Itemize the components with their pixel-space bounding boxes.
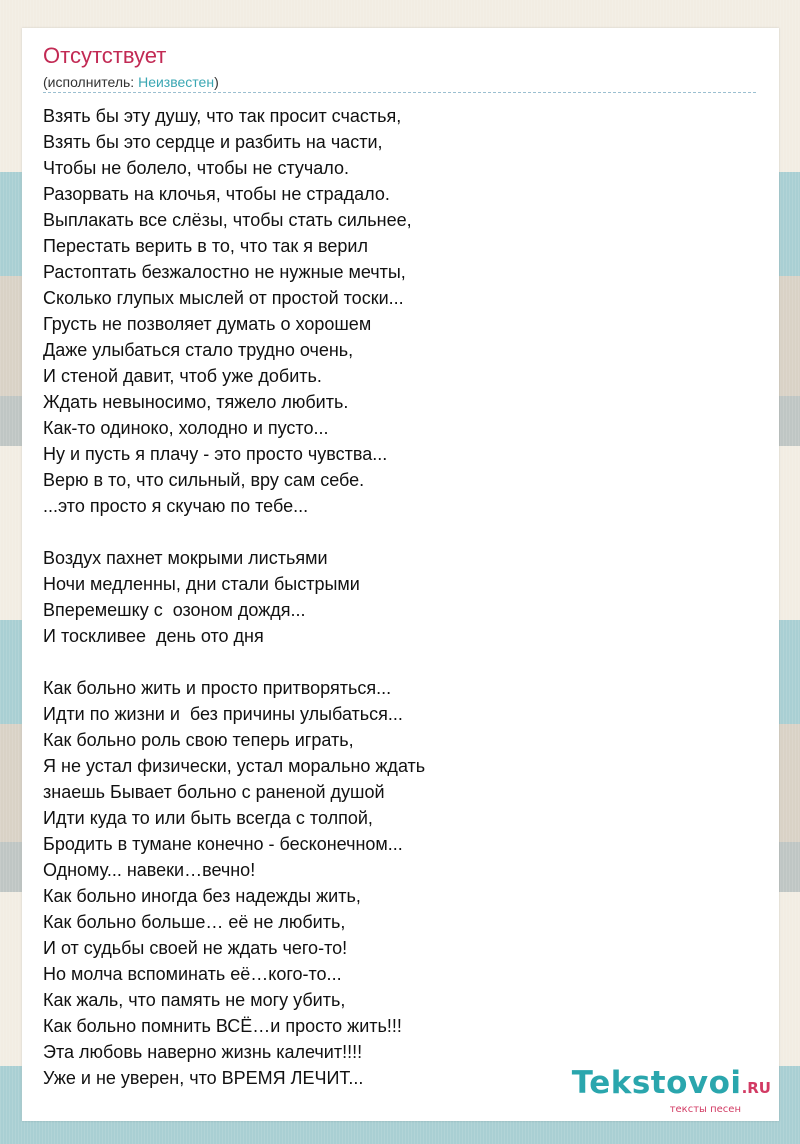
lyric-line: Уже и не уверен, что ВРЕМЯ ЛЕЧИТ... [43, 1068, 364, 1088]
lyric-line: знаешь Бывает больно с раненой душой [43, 782, 385, 802]
logo-name: Tekstovoi [571, 1065, 742, 1101]
lyric-line: Ночи медленны, дни стали быстрыми [43, 574, 360, 594]
lyric-line: Взять бы это сердце и разбить на части, [43, 132, 383, 152]
lyric-line: Идти по жизни и без причины улыбаться... [43, 704, 403, 724]
lyrics-page [22, 28, 779, 1121]
lyric-line: Грусть не позволяет думать о хорошем [43, 314, 372, 334]
lyric-line: Воздух пахнет мокрыми листьями [43, 548, 328, 568]
artist-link[interactable]: Неизвестен [138, 74, 215, 90]
lyric-line: Даже улыбаться стало трудно очень, [43, 340, 354, 360]
lyric-line: И тоскливее день ото дня [43, 626, 264, 646]
stanza-break [43, 649, 743, 675]
artist-line [43, 73, 219, 91]
lyric-line: Ну и пусть я плачу - это просто чувства... [43, 444, 388, 464]
lyric-line: Эта любовь наверно жизнь калечит!!!! [43, 1042, 363, 1062]
lyric-line: И от судьбы своей не ждать чего-то! [43, 938, 348, 958]
lyric-line: Как больно помнить ВСЁ…и просто жить!!! [43, 1016, 402, 1036]
lyric-line: Как больно иногда без надежды жить, [43, 886, 361, 906]
logo-tld: .RU [741, 1079, 771, 1097]
logo-tagline: тексты песен [669, 1104, 741, 1115]
song-title: Отсутствует [43, 43, 167, 68]
lyric-line: Верю в то, что сильный, вру сам себе. [43, 470, 365, 490]
lyric-line: Бродить в тумане конечно - бесконечном... [43, 834, 403, 854]
lyric-line: Я не устал физически, устал морально ждать [43, 756, 426, 776]
artist-suffix: ) [214, 74, 219, 90]
lyric-line: И стеной давит, чтоб уже добить. [43, 366, 322, 386]
lyric-line: ...это просто я скучаю по тебе... [43, 496, 309, 516]
title-divider [43, 92, 756, 93]
lyrics-text [43, 103, 743, 1091]
lyric-line: Взять бы эту душу, что так просит счастья, [43, 106, 402, 126]
lyric-line: Идти куда то или быть всегда с толпой, [43, 808, 373, 828]
lyric-line: Чтобы не болело, чтобы не стучало. [43, 158, 349, 178]
lyric-line: Как жаль, что память не могу убить, [43, 990, 346, 1010]
logo-wordmark [572, 1067, 771, 1104]
lyric-line: Разорвать на клочья, чтобы не страдало. [43, 184, 390, 204]
lyric-line: Как больно жить и просто притворяться... [43, 678, 392, 698]
stanza-break [43, 519, 743, 545]
lyric-line: Но молча вспоминать её…кого-то... [43, 964, 342, 984]
lyric-line: Выплакать все слёзы, чтобы стать сильнее, [43, 210, 412, 230]
site-logo[interactable] [572, 1067, 771, 1115]
lyric-line: Как-то одиноко, холодно и пусто... [43, 418, 329, 438]
lyric-line: Растоптать безжалостно не нужные мечты, [43, 262, 406, 282]
lyric-line: Как больно роль свою теперь играть, [43, 730, 354, 750]
lyric-line: Вперемешку с озоном дождя... [43, 600, 306, 620]
lyric-line: Сколько глупых мыслей от простой тоски... [43, 288, 404, 308]
lyric-line: Как больно больше… её не любить, [43, 912, 346, 932]
lyric-line: Ждать невыносимо, тяжело любить. [43, 392, 349, 412]
lyric-line: Одному... навеки…вечно! [43, 860, 256, 880]
lyric-line: Перестать верить в то, что так я верил [43, 236, 368, 256]
artist-prefix: (исполнитель: [43, 74, 139, 90]
